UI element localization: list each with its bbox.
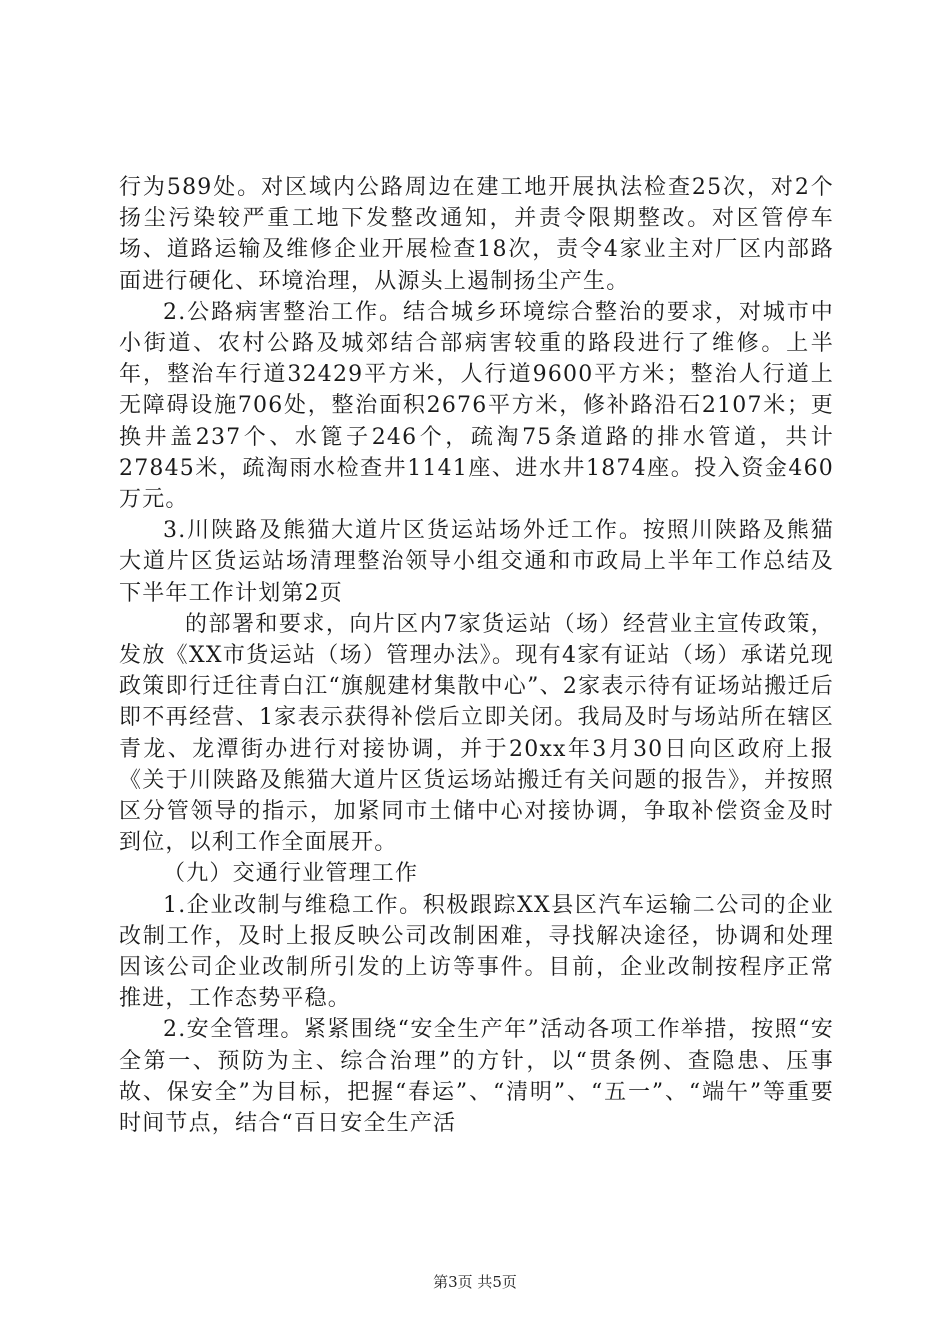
paragraph-road-repair: 2.公路病害整治工作。结合城乡环境综合整治的要求，对城市中小街道、农村公路及城郊结合部病害较重的路段进行了维修。上半年，整治车行道32429平方米，人行道9600平方米；整治人行道上无障碍设施706处，整治面积2676平方米，修补路沿石2107米；更换井盖237个、水篦子246个，疏淘75条道路的排水管道，共计27845米，疏淘雨水检查井1141座、进水井1874座。投入资金460万元。 [119,299,834,513]
paragraph-dust-control: 行为589处。对区域内公路周边在建工地开展执法检查25次，对2个扬尘污染较严重工地下发整改通知，并责令限期整改。对区管停车场、道路运输及维修企业开展检查18次，责令4家业主对厂区内部路面进行硬化、环境治理，从源头上遏制扬尘产生。 [119,175,834,294]
paragraph-freight-relocation-continued: 的部署和要求，向片区内7家货运站（场）经营业主宣传政策，发放《XX市货运站（场）管理办法》。现有4家有证站（场）承诺兑现政策即行迁往青白江“旗舰建材集散中心”、2家表示待有证场站搬迁后即不再经营、1家表示获得补偿后立即关闭。我局及时与场站所在辖区青龙、龙潭街办进行对接协调，并于20xx年3月30日向区政府上报《关于川陕路及熊猫大道片区货运场站搬迁有关问题的报告》，并按照区分管领导的指示，加紧同市土储中心对接协调，争取补偿资金及时到位，以利工作全面展开。 [119,611,834,856]
paragraph-enterprise-reform: 1.企业改制与维稳工作。积极跟踪XX县区汽车运输二公司的企业改制工作，及时上报反映公司改制困难，寻找解决途径，协调和处理因该公司企业改制所引发的上访等事件。目前，企业改制按程序正常推进，工作态势平稳。 [119,892,834,1012]
section-heading-traffic-management: （九）交通行业管理工作 [163,861,419,887]
paragraph-safety-management: 2.安全管理。紧紧围绕“安全生产年”活动各项工作举措，按照“安全第一、预防为主、综合治理”的方针，以“贯条例、查隐患、压事故、保安全”为目标，把握“春运”、“清明”、“五一”、“端午”等重要时间节点，结合“百日安全生产活 [119,1017,834,1137]
document-body [119,172,834,1139]
page-number-footer: 第3页 共5页 [433,1273,517,1291]
paragraph-freight-relocation: 3.川陕路及熊猫大道片区货运站场外迁工作。按照川陕路及熊猫大道片区货运站场清理整治领导小组交通和市政局上半年工作总结及下半年工作计划第2页 [119,518,834,606]
